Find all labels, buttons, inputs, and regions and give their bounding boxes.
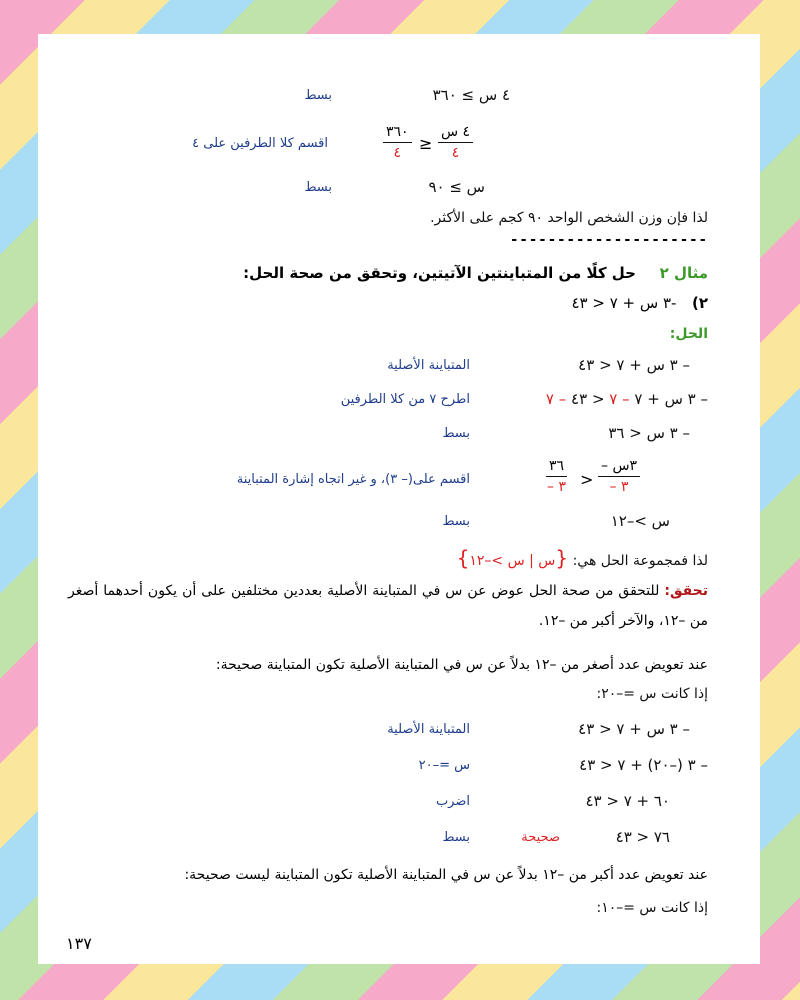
problem-line [571,294,708,312]
step2-relation: ≥ [419,134,433,153]
test1-row-1-math: – ٣ س + ٧ < ٤٣ [578,720,690,738]
step4-right-fraction [546,458,567,495]
solution-set-line: لذا فمجموعة الحل هي: {س | س >–١٢} [456,546,708,570]
check-label: تحقق: [664,583,709,599]
problem-number: ٢) [691,294,708,312]
step2-left-denominator: ٤ [451,145,460,161]
step1-note: بسط [304,88,332,103]
textbook-page [38,34,760,964]
solution-step-3-math: – ٣ س < ٣٦ [608,424,690,442]
solution-set-value: س | س >–١٢ [469,553,556,569]
solution-step-2-note: اطرح ٧ من كلا الطرفين [340,392,470,407]
step2-left-fraction [438,124,473,161]
solution-step-4-note: اقسم على(– ٣)، و غير اتجاه إشارة المتباينة [236,472,470,487]
step2-right-numerator: ٣٦٠ [383,124,412,143]
check-text: للتحقق من صحة الحل عوض عن س في المتباينة الأصلية بعددين مختلفين على أن يكون أحدهما أصغر من –١٢، والآخر أكبر من –١٢. [68,583,708,629]
step4-left-numerator: – ٣س [598,458,640,477]
check-paragraph [68,576,708,636]
test1-row-2-note: س =–٢٠ [418,758,470,773]
step2-right-denominator: ٤ [393,145,402,161]
test1-row-2-math: – ٣ (–٢٠) + ٧ < ٤٣ [579,756,708,774]
solution-step-5-math: س >–١٢ [610,512,670,530]
step4-right-numerator: ٣٦ [546,458,567,477]
step4-left-fraction [598,458,640,495]
step3-note: بسط [304,180,332,195]
solution-step-2-math: – ٣ س + ٧ – ٧ < ٤٣ – ٧ [545,390,708,408]
test2-intro: عند تعويض عدد أكبر من –١٢ بدلاً عن س في المتباينة الأصلية تكون المتباينة ليست صحيحة: [184,867,708,883]
solution-step-5-note: بسط [442,514,470,529]
page-number: ١٣٧ [66,934,92,953]
test1-row-4-math: ٧٦ < ٤٣ [615,828,670,846]
test1-condition: إذا كانت س =–٢٠: [596,686,708,702]
step4-left-denominator: – ٣ [609,479,629,495]
step2-note: اقسم كلا الطرفين على ٤ [192,136,328,151]
solution-set-text: لذا فمجموعة الحل هي: [572,553,708,569]
test1-row-3-note: اضرب [435,794,470,809]
example-label: مثال ٢ [659,264,708,282]
test1-row-4-note: بسط [442,830,470,845]
step2-right-fraction [383,124,412,161]
solution-label: الحل: [669,326,708,342]
test1-row-1-note: المتباينة الأصلية [387,722,470,737]
problem-expression: -٣ س + ٧ < ٤٣ [571,294,677,312]
test1-row-3-math: ٦٠ + ٧ < ٤٣ [585,792,670,810]
conclusion-text: لذا فإن وزن الشخص الواحد ٩٠ كجم على الأكثر. [430,210,708,226]
solution-step-1-math: – ٣ س + ٧ < ٤٣ [578,356,690,374]
step4-right-denominator: – ٣ [547,479,567,495]
solution-step-3-note: بسط [442,426,470,441]
test1-row-4-tag: صحيحة [521,830,560,845]
step3-math: س ≥ ٩٠ [428,178,485,196]
test1-intro: عند تعويض عدد أصغر من –١٢ بدلاً عن س في المتباينة الأصلية تكون المتباينة صحيحة: [215,657,708,673]
example-title: حل كلًا من المتباينتين الآتيتين، وتحقق من صحة الحل: [243,264,636,282]
test2-condition: إذا كانت س =–١٠: [596,900,708,916]
example-heading [243,264,708,282]
step1-math: ٤ س ≥ ٣٦٠ [432,86,510,104]
solution-step-1-note: المتباينة الأصلية [387,358,470,373]
section-separator: --------------------- [509,232,708,248]
step2-left-numerator: ٤ س [438,124,473,143]
step4-relation: > [580,470,594,489]
